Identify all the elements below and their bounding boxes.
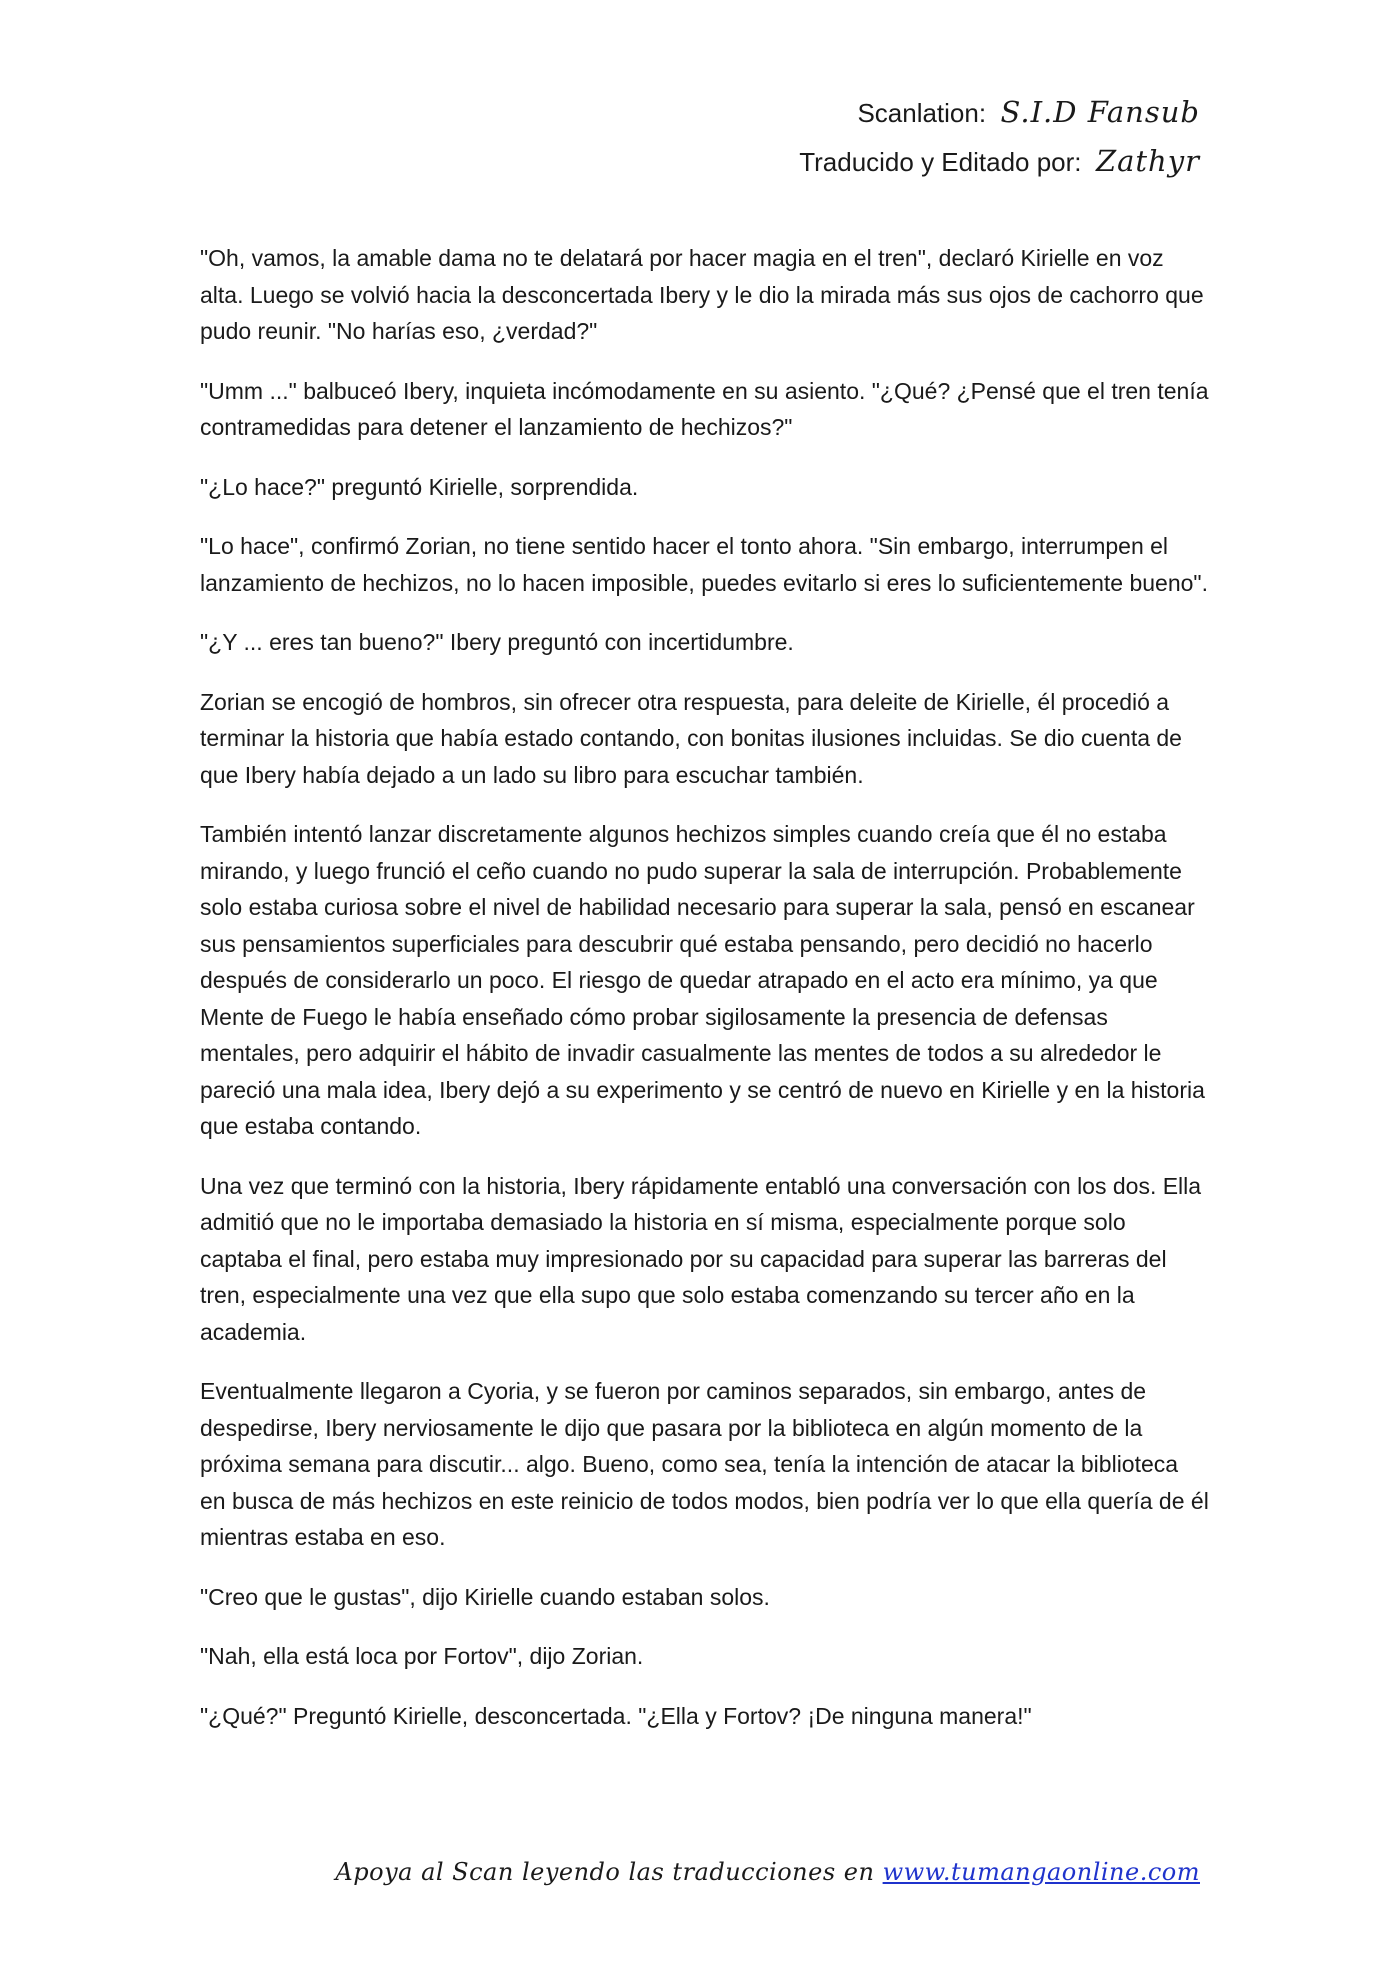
paragraph: "¿Qué?" Preguntó Kirielle, desconcertada. "¿Ella y Fortov? ¡De ninguna manera!" xyxy=(200,1702,1032,1729)
page-header xyxy=(799,88,1200,186)
paragraph: Zorian se encogió de hombros, sin ofrecer otra respuesta, para deleite de Kirielle, él procedió a terminar la historia que había estado contando, con bonitas ilusiones incluidas. Se dio cuenta de que Ibery había dejado a un lado su libro para escuchar también. xyxy=(200,688,1182,788)
page-footer xyxy=(335,1858,1200,1886)
paragraph: También intentó lanzar discretamente algunos hechizos simples cuando creía que él no estaba mirando, y luego frunció el ceño cuando no pudo superar la sala de interrupción. Probablemente solo estaba curiosa sobre el nivel de habilidad necesario para superar la sala, pensó en escanear sus pensamientos superficiales para descubrir qué estaba pensando, pero decidió no hacerlo después de considerarlo un poco. El riesgo de quedar atrapado en el acto era mínimo, ya que Mente de Fuego le había enseñado cómo probar sigilosamente la presencia de defensas mentales, pero adquirir el hábito de invadir casualmente las mentes de todos a su alrededor le pareció una mala idea, Ibery dejó a su experimento y se centró de nuevo en Kirielle y en la historia que estaba contando. xyxy=(200,821,1205,1139)
translator-name: Zathyr xyxy=(1095,144,1200,178)
paragraph: "Lo hace", confirmó Zorian, no tiene sentido hacer el tonto ahora. "Sin embargo, interrumpen el lanzamiento de hechizos, no lo hacen imposible, puedes evitarlo si eres lo suficientemente bueno". xyxy=(200,533,1208,596)
scanlation-label: Scanlation: xyxy=(857,98,987,128)
scanlation-group-name: S.I.D Fansub xyxy=(1000,95,1200,129)
paragraph: "Oh, vamos, la amable dama no te delatará por hacer magia en el tren", declaró Kirielle en voz alta. Luego se volvió hacia la desconcertada Ibery y le dio la mirada más sus ojos de cachorro que pudo reunir. "No harías eso, ¿verdad?" xyxy=(200,245,1204,344)
paragraph: "¿Y ... eres tan bueno?" Ibery preguntó con incertidumbre. xyxy=(200,629,794,655)
paragraph: Eventualmente llegaron a Cyoria, y se fueron por caminos separados, sin embargo, antes de despedirse, Ibery nerviosamente le dijo que pasara por la biblioteca en algún momento de la próxima semana para discutir... algo. Bueno, como sea, tenía la intención de atacar la biblioteca en busca de más hechizos en este reinicio de todos modos, bien podría ver lo que ella quería de él mientras estaba en eso. xyxy=(200,1378,1209,1550)
footer-link[interactable]: www.tumangaonline.com xyxy=(882,1858,1200,1886)
translator-label: Traducido y Editado por: xyxy=(799,147,1082,177)
chapter-body xyxy=(200,240,1210,1757)
paragraph: "Nah, ella está loca por Fortov", dijo Zorian. xyxy=(200,1643,644,1669)
paragraph: Una vez que terminó con la historia, Ibery rápidamente entabló una conversación con los dos. Ella admitió que no le importaba demasiado la historia en sí misma, especialmente porque solo captaba el final, pero estaba muy impresionado por su capacidad para superar las barreras del tren, especialmente una vez que ella supo que solo estaba comenzando su tercer año en la academia. xyxy=(200,1172,1202,1345)
translator-credit xyxy=(799,137,1200,186)
paragraph: "Umm ..." balbuceó Ibery, inquieta incómodamente en su asiento. "¿Qué? ¿Pensé que el tren tenía contramedidas para detener el lanzamiento de hechizos?" xyxy=(200,377,1209,440)
footer-text: Apoya al Scan leyendo las traducciones en xyxy=(335,1858,875,1886)
paragraph: "¿Lo hace?" preguntó Kirielle, sorprendida. xyxy=(200,473,639,500)
scanlation-credit xyxy=(799,88,1200,137)
paragraph: "Creo que le gustas", dijo Kirielle cuando estaban solos. xyxy=(200,1583,770,1610)
